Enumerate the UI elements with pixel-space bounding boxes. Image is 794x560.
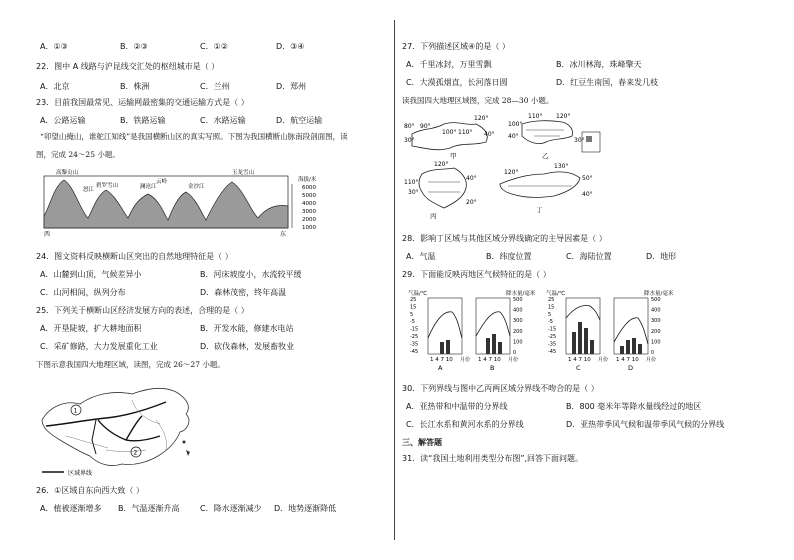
q28-option-b: B．纬度位置 <box>486 252 532 261</box>
svg-text:1: 1 <box>73 407 78 415</box>
climate-option-b: B <box>490 364 495 372</box>
jia-label-40: 40° <box>484 131 495 138</box>
q27-option-a: A．千里冰封，万里雪飘 <box>406 60 492 69</box>
temp-tick-right-5: -25 <box>548 334 557 340</box>
climate-option-d: D <box>628 364 634 372</box>
month-unit-b: 月份 <box>508 357 519 363</box>
jia-name: 甲 <box>450 152 457 160</box>
yi-label-120: 120° <box>556 113 571 120</box>
q21-option-b: B．②③ <box>120 42 148 51</box>
temp-tick-right-0: 25 <box>548 297 555 303</box>
profile-tick-1000: 1000 <box>302 225 316 231</box>
q24-stem: 24．图文资料反映横断山区突出的自然地理特征是（ ） <box>36 252 233 261</box>
q24-option-b: B．河床坡度小，水流较平缓 <box>200 270 302 279</box>
q24-option-d: D．森林茂密，终年高温 <box>200 288 287 297</box>
yi-name: 乙 <box>542 152 549 160</box>
profile-east-label: 东 <box>280 231 287 238</box>
profile-tick-3000: 3000 <box>302 209 316 215</box>
temp-tick-right-6: -35 <box>548 341 557 348</box>
peak-label-yunling: 云岭 <box>156 179 168 185</box>
months-label-b: 1 4 7 10 <box>478 357 501 363</box>
q30-option-b: B．800 毫米年等降水量线经过的地区 <box>566 402 702 411</box>
four-regions-figure <box>404 112 634 222</box>
q25-option-a: A．开垦陡坡，扩大耕地面积 <box>40 324 142 333</box>
precip-title-left: 降水量/毫米 <box>506 291 536 297</box>
precip-tick-right-3: 200 <box>651 328 661 335</box>
temp-tick-right-1: 15 <box>548 304 555 311</box>
temp-tick-left-3: -5 <box>410 319 415 326</box>
ding-label-50: 50° <box>582 175 593 182</box>
temp-tick-right-3: -5 <box>548 319 553 326</box>
profile-axis-title: 海拔/米 <box>298 177 317 183</box>
peak-label-biluo: 碧罗雪山 <box>96 183 119 189</box>
climate-panel-left <box>408 289 536 372</box>
precip-tick-right-4: 100 <box>651 339 661 346</box>
q22-option-a: A．北京 <box>40 82 70 91</box>
column-divider <box>394 20 395 540</box>
temp-tick-right-4: -15 <box>548 326 557 333</box>
q26-option-c: C．降水逐渐减少 <box>200 504 262 513</box>
yi-label-40: 40° <box>508 133 519 140</box>
q28-stem: 28．影响丁区域与其他区域分界线确定的主导因素是（ ） <box>402 234 607 243</box>
q25-option-c: C．采矿修路，大力发展重化工业 <box>40 342 158 351</box>
q31-stem: 31．读“我国土地利用类型分布图”,回答下面问题。 <box>402 454 584 463</box>
q27-option-b: B．冰川林海，珠峰擎天 <box>556 60 642 69</box>
precip-tick-right-1: 400 <box>651 307 661 314</box>
precip-tick-left-3: 200 <box>513 328 523 335</box>
precip-tick-left-2: 300 <box>513 318 523 325</box>
temp-tick-right-2: 5 <box>548 311 552 318</box>
precip-tick-left-5: 0 <box>513 350 517 356</box>
precip-tick-left-4: 100 <box>513 339 523 346</box>
jia-label-110: 110° <box>458 129 473 136</box>
q28-option-a: A．气温 <box>406 252 436 261</box>
q30-option-a: A．亚热带和中温带的分界线 <box>406 402 508 411</box>
profile-west-label: 西 <box>44 231 51 238</box>
china-regions-map <box>36 380 206 478</box>
temp-tick-left-4: -15 <box>410 326 419 333</box>
q23-option-c: C．水路运输 <box>200 116 246 125</box>
temp-tick-left-1: 15 <box>410 304 417 311</box>
yi-label-100: 100° <box>508 121 523 128</box>
precip-tick-left-1: 400 <box>513 307 523 314</box>
q26-stem: 26．①区域自东向西大致（ ） <box>36 486 144 495</box>
yi-label-110: 110° <box>528 113 543 120</box>
peak-label-gaoligong: 高黎贡山 <box>56 170 79 176</box>
q30-stem: 30．下列界线与图中乙丙两区域分界线不吻合的是（ ） <box>402 384 599 393</box>
q21-option-c: C．①② <box>200 42 228 51</box>
river-label-nujiang: 怒江 <box>83 187 95 193</box>
q22-option-b: B．株洲 <box>120 82 150 91</box>
q28-option-c: C．海陆位置 <box>566 252 612 261</box>
q25-stem: 25．下列关于横断山区经济发展方向的表述，合理的是（ ） <box>36 306 249 315</box>
precip-tick-right-0: 500 <box>651 297 661 303</box>
ding-label-130: 130° <box>554 163 569 170</box>
q23-option-a: A．公路运输 <box>40 116 86 125</box>
region-map-yi <box>508 113 600 160</box>
temp-tick-left-5: -25 <box>410 334 419 340</box>
q23-stem: 23．目前我国最常见、运输网最密集的交通运输方式是（ ） <box>36 98 249 107</box>
profile-tick-6000: 6000 <box>302 185 316 191</box>
q26-option-a: A．植被逐渐增多 <box>40 504 102 513</box>
q26-option-d: D．地势逐渐降低 <box>274 504 337 513</box>
bing-label-30: 30° <box>408 189 419 196</box>
q28-option-d: D．地形 <box>646 252 677 261</box>
ding-name: 丁 <box>536 206 543 214</box>
q22-option-c: C．兰州 <box>200 82 230 91</box>
jia-label-90: 90° <box>420 123 431 130</box>
bing-label-20: 20° <box>466 199 477 206</box>
q21-option-a: A．①③ <box>40 42 68 51</box>
profile-tick-2000: 2000 <box>302 217 316 223</box>
temp-title-right: 气温/℃ <box>546 291 566 297</box>
month-unit-a: 月份 <box>460 357 471 363</box>
section-3-heading: 三、解答题 <box>402 438 442 447</box>
precip-title-right: 降水量/毫米 <box>644 291 674 297</box>
bing-label-110: 110° <box>404 179 419 186</box>
bing-label-120: 120° <box>434 161 449 168</box>
jia-label-30: 30° <box>404 137 415 144</box>
temp-tick-left-2: 5 <box>410 311 414 318</box>
q26-option-b: B．气温逐渐升高 <box>118 504 180 513</box>
temp-tick-left-7: -45 <box>410 348 419 355</box>
region-map-jia <box>404 115 495 160</box>
bing-label-40: 40° <box>466 175 477 182</box>
river-label-jinsha: 金沙江 <box>188 184 205 190</box>
region-map-bing <box>404 161 477 220</box>
q24-option-a: A．山麓到山顶，气候差异小 <box>40 270 142 279</box>
yi-label-30: 30° <box>574 137 585 144</box>
profile-tick-5000: 5000 <box>302 193 316 199</box>
q23-option-b: B．铁路运输 <box>120 116 166 125</box>
precip-tick-right-2: 300 <box>651 318 661 325</box>
climate-charts <box>406 288 736 372</box>
precip-tick-left-0: 500 <box>513 297 523 303</box>
temp-tick-right-7: -45 <box>548 348 557 355</box>
q27-option-d: D．红豆生南国，春来发几枝 <box>556 78 659 87</box>
q22-stem: 22．图中 A 线路与沪昆线交汇处的枢纽城市是（ ） <box>36 62 220 71</box>
q23-option-d: D．航空运输 <box>276 116 323 125</box>
precip-tick-right-5: 0 <box>651 350 655 356</box>
q21-option-d: D．③④ <box>276 42 305 51</box>
climate-panel-right <box>546 289 674 372</box>
intro-28-30: 读我国四大地理区域图，完成 28—30 小题。 <box>402 96 554 105</box>
svg-text:2: 2 <box>133 449 138 457</box>
jia-label-100: 100° <box>442 129 457 136</box>
profile-tick-4000: 4000 <box>302 201 316 207</box>
intro-26-27: 下图示意我国四大地理区域，读图，完成 26～27 小题。 <box>36 360 225 369</box>
peak-label-yulong: 玉龙雪山 <box>232 170 255 176</box>
q27-option-c: C．大漠孤烟直，长河落日圆 <box>406 78 508 87</box>
months-label-d: 1 4 7 10 <box>616 357 639 363</box>
temp-tick-left-0: 25 <box>410 297 417 303</box>
q25-option-d: D．砍伐森林，发展畜牧业 <box>200 342 295 351</box>
hengduan-profile-figure <box>36 166 330 238</box>
q27-stem: 27．下列描述区域④的是（ ） <box>402 42 510 51</box>
q30-option-d: D．亚热带季风气候和温带季风气候的分界线 <box>566 420 725 429</box>
intro-24-25-line2: 图，完成 24～25 小题。 <box>36 150 120 159</box>
months-label-c: 1 4 7 10 <box>568 357 591 363</box>
q30-option-c: C．长江水系和黄河水系的分界线 <box>406 420 524 429</box>
intro-24-25-line1: “卯望山掩山，谁舵江知线”是我国横断山区的真实写照。下图为我国横断山脉南段剖面图，读 <box>40 132 348 141</box>
temp-tick-left-6: -35 <box>410 341 419 348</box>
jia-label-80: 80° <box>404 123 415 130</box>
months-label-a: 1 4 7 10 <box>430 357 453 363</box>
ding-label-40: 40° <box>582 191 593 198</box>
q24-option-c: C．山河相间，纵列分布 <box>40 288 126 297</box>
q29-stem: 29．下面能反映丙地区气候特征的是（ ） <box>402 270 551 279</box>
q22-option-d: D．郑州 <box>276 82 307 91</box>
jia-label-120: 120° <box>474 115 489 122</box>
month-unit-d: 月份 <box>646 357 657 363</box>
ding-label-120: 120° <box>504 169 519 176</box>
map-legend-label: 区域界线 <box>68 470 93 477</box>
temp-title-left: 气温/℃ <box>408 291 428 297</box>
region-map-ding <box>500 163 593 214</box>
river-label-lancang: 澜沧江 <box>140 184 157 190</box>
q25-option-b: B．开发水能，修建水电站 <box>200 324 294 333</box>
month-unit-c: 月份 <box>598 357 609 363</box>
climate-option-c: C <box>576 364 581 372</box>
climate-option-a: A <box>438 364 443 372</box>
bing-name: 丙 <box>430 212 437 220</box>
